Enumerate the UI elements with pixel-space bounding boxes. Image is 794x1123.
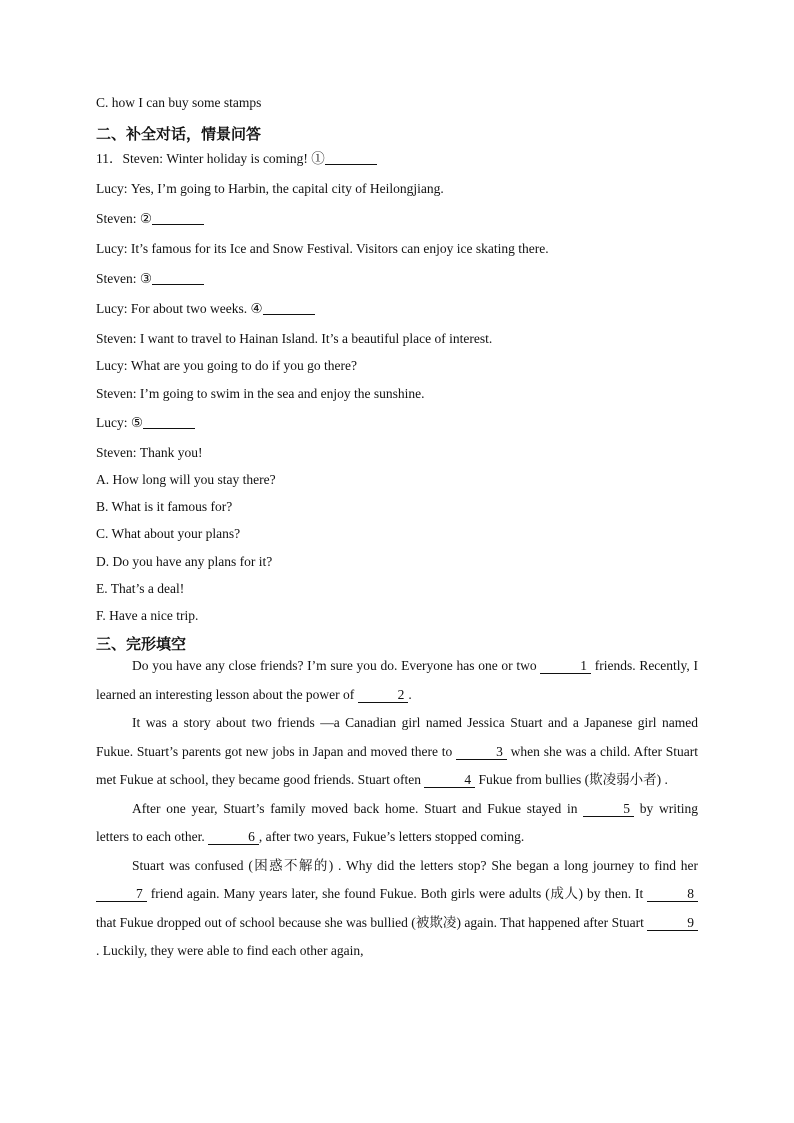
passage-text: , after two years, Fukue’s letters stopped coming. xyxy=(258,829,525,844)
speaker: Steven: xyxy=(96,211,137,226)
cloze-blank-3: 3 xyxy=(456,745,507,760)
answer-options xyxy=(96,471,698,625)
cloze-blank-9: 9 xyxy=(647,916,698,931)
section-3-heading: 三、完形填空 xyxy=(96,635,187,653)
cloze-blank-6: 6 xyxy=(208,830,259,845)
answer-blank xyxy=(325,150,377,165)
dialogue-text: I want to travel to Hainan Island. It’s a beautiful place of interest. xyxy=(139,331,493,346)
option-f: F. Have a nice trip. xyxy=(96,608,199,623)
cloze-blank-2: 2 xyxy=(358,688,409,703)
dialogue-text: I’m going to swim in the sea and enjoy the sunshine. xyxy=(139,386,425,401)
dialogue-line xyxy=(96,385,698,403)
speaker: Lucy: xyxy=(96,301,128,316)
dialogue-text: ③ xyxy=(139,271,152,286)
cloze-blank-5: 5 xyxy=(583,802,634,817)
cloze-paragraph-2 xyxy=(96,709,698,795)
document-page xyxy=(96,94,698,966)
speaker: Steven: xyxy=(96,331,137,346)
dialogue-text: For about two weeks. ④ xyxy=(130,301,263,316)
passage-text: friend again. Many years later, she found Fukue. Both girls were adults (成人) by then. It xyxy=(146,886,648,901)
dialogue-text: Yes, I’m going to Harbin, the capital city of Heilongjiang. xyxy=(130,181,444,196)
dialogue-line xyxy=(96,150,698,168)
cloze-paragraph-4 xyxy=(96,852,698,966)
speaker: Steven: xyxy=(96,386,137,401)
question-number: 11． xyxy=(96,151,123,166)
passage-text: friends. Recently, I learned an interesting lesson about the power of xyxy=(96,658,698,702)
dialogue-text: Winter holiday is coming! ① xyxy=(166,151,325,166)
dialogue-text: Thank you! xyxy=(139,445,203,460)
cloze-blank-8: 8 xyxy=(647,887,698,902)
option-a: A. How long will you stay there? xyxy=(96,472,276,487)
dialogue-line xyxy=(96,180,698,198)
dialogue-line xyxy=(96,240,698,258)
dialogue-text: It’s famous for its Ice and Snow Festival. Visitors can enjoy ice skating there. xyxy=(130,241,549,256)
dialogue-text: ② xyxy=(139,211,152,226)
passage-text: Fukue from bullies (欺凌弱小者) . xyxy=(475,772,668,787)
cloze-blank-1: 1 xyxy=(540,659,591,674)
dialogue-line xyxy=(96,270,698,288)
speaker: Steven: xyxy=(96,445,137,460)
cloze-blank-4: 4 xyxy=(424,773,475,788)
cloze-blank-7: 7 xyxy=(96,887,147,902)
passage-text: by writing letters to each other. xyxy=(96,800,698,844)
dialogue xyxy=(96,150,698,462)
speaker: Steven: xyxy=(96,271,137,286)
option-c: C. What about your plans? xyxy=(96,526,241,541)
answer-blank xyxy=(263,300,315,315)
passage-text: . Luckily, they were able to find each other again, xyxy=(96,943,364,958)
passage-text: when she was a child. After Stuart met Fukue at school, they became good friends. Stuart often xyxy=(96,743,699,787)
answer-blank xyxy=(152,270,204,285)
dialogue-line xyxy=(96,330,698,348)
option-c-previous: C. how I can buy some stamps xyxy=(96,95,262,110)
speaker: Steven: xyxy=(122,151,163,166)
passage-text: that Fukue dropped out of school because she was bullied (被欺凌) again. That happened after Stuart xyxy=(96,914,648,930)
dialogue-line xyxy=(96,210,698,228)
option-d: D. Do you have any plans for it? xyxy=(96,554,273,569)
dialogue-line xyxy=(96,444,698,462)
speaker: Lucy: xyxy=(96,241,128,256)
passage-text: After one year, Stuart’s family moved back home. Stuart and Fukue stayed in xyxy=(132,800,584,816)
passage-text: . xyxy=(408,686,412,702)
answer-blank xyxy=(143,414,195,429)
passage-text: Do you have any close friends? I’m sure you do. Everyone has one or two xyxy=(132,658,541,673)
answer-blank xyxy=(152,210,204,225)
dialogue-line xyxy=(96,300,698,318)
dialogue-text: ⑤ xyxy=(130,415,143,430)
dialogue-line xyxy=(96,414,698,432)
option-e: E. That’s a deal! xyxy=(96,581,185,596)
dialogue-line xyxy=(96,357,698,375)
dialogue-text: What are you going to do if you go there? xyxy=(130,358,357,373)
passage-text: It was a story about two friends —a Canadian girl named Jessica Stuart and a Japanese girl named Fukue. Stuart’s parents got new jobs in Japan and moved there to xyxy=(96,715,698,759)
passage-text: Stuart was confused (困惑不解的) . Why did the letters stop? She began a long journey to find her xyxy=(132,857,698,873)
section-2-heading: 二、补全对话，情景问答 xyxy=(96,125,262,143)
speaker: Lucy: xyxy=(96,181,128,196)
speaker: Lucy: xyxy=(96,358,128,373)
option-b: B. What is it famous for? xyxy=(96,499,233,514)
cloze-paragraph-3 xyxy=(96,795,698,852)
cloze-paragraph-1 xyxy=(96,652,698,709)
speaker: Lucy: xyxy=(96,415,128,430)
